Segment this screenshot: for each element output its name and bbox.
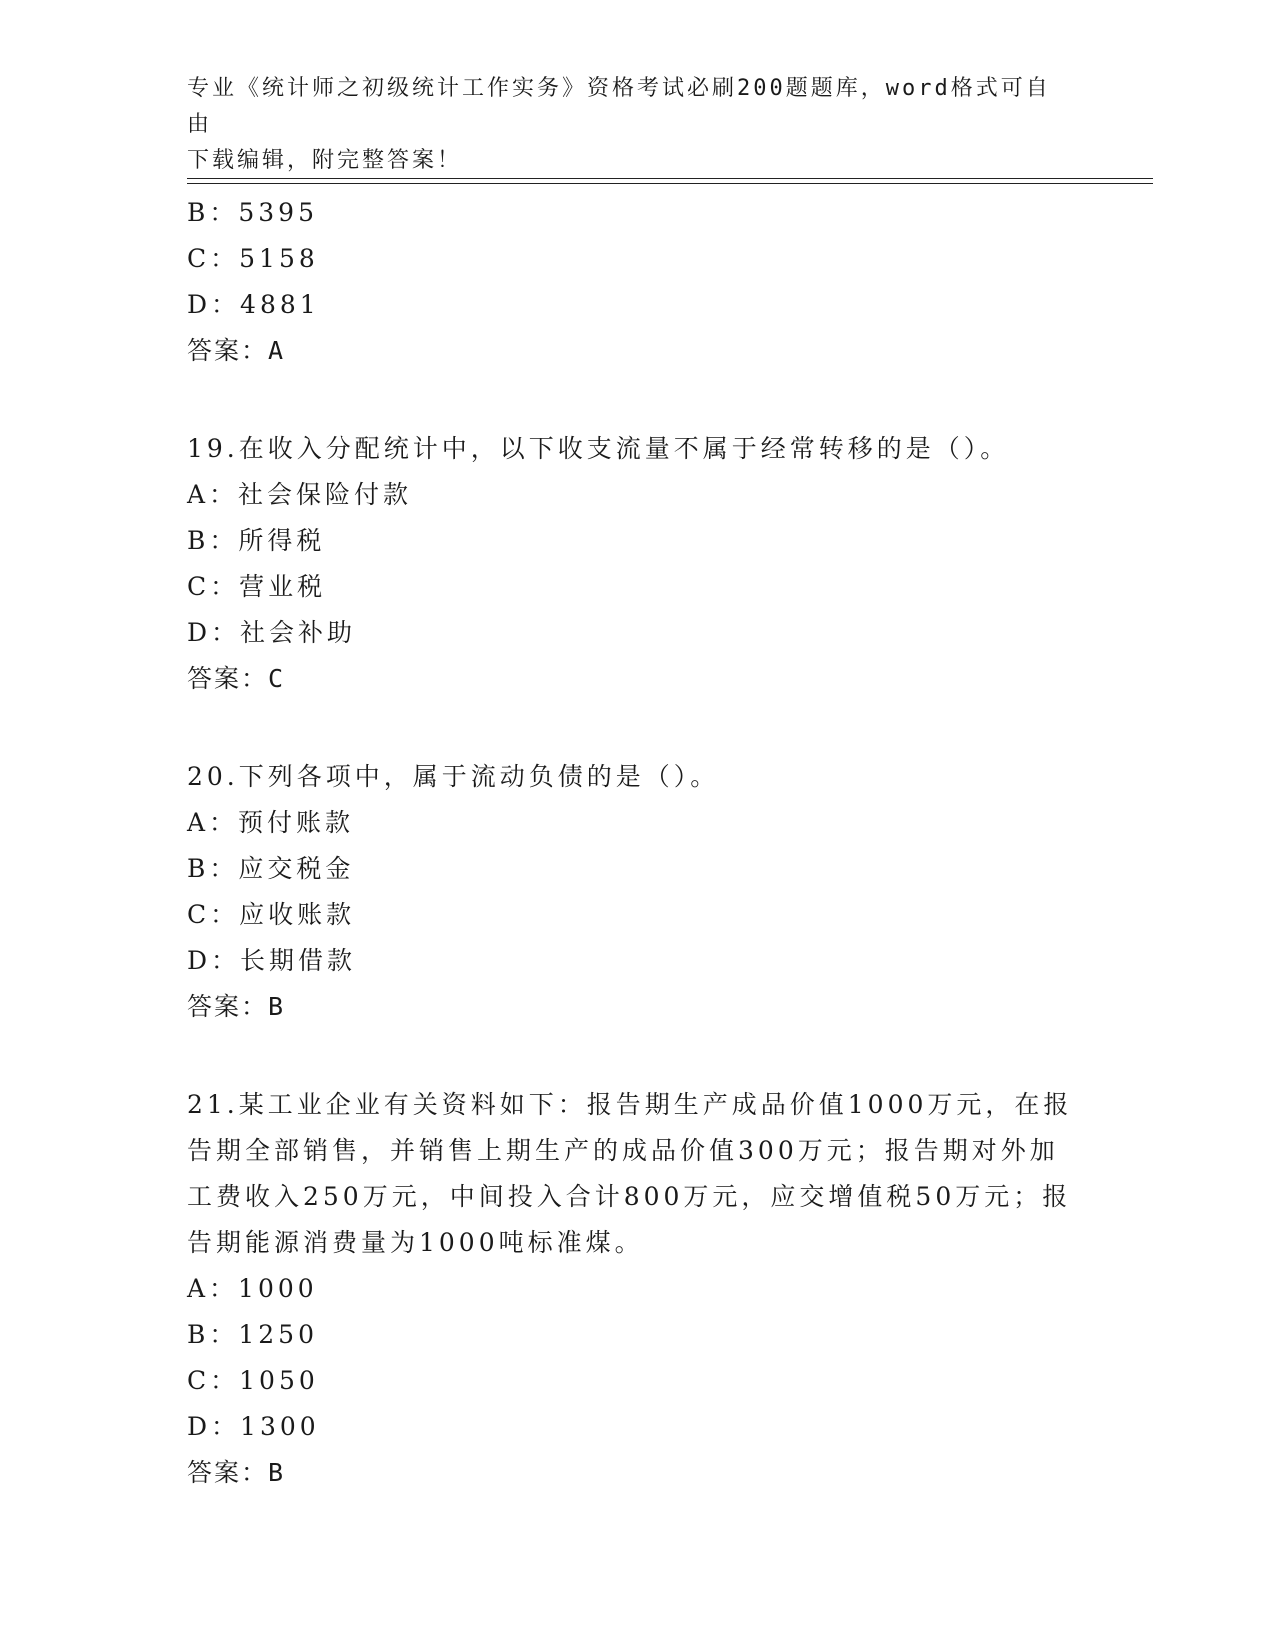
option-a: A：社会保险付款: [187, 480, 413, 509]
question-text: 20.下列各项中，属于流动负债的是（）。: [187, 762, 720, 791]
option-c: C：应收账款: [187, 900, 356, 929]
header-line-1: 专业《统计师之初级统计工作实务》资格考试必刷200题题库，word格式可自由: [187, 76, 1051, 137]
option-d: D：4881: [187, 290, 320, 319]
question-text: 21.某工业企业有关资料如下：报告期生产成品价值1000万元，在报告期全部销售，并销售上期生产的成品价值300万元；报告期对外加工费收入250万元，中间投入合计800万元，应交增值税50万元；报告期能源消费量为1000吨标准煤。: [187, 1090, 1073, 1257]
question-19: [187, 374, 1087, 702]
question-text: 19.在收入分配统计中，以下收支流量不属于经常转移的是（）。: [187, 434, 1010, 463]
question-21: [187, 1030, 1087, 1496]
header-rule-top: [187, 178, 1153, 179]
option-b: B：1250: [187, 1320, 318, 1349]
header-rule-bottom: [187, 183, 1153, 184]
question-20: [187, 702, 1087, 1030]
option-b: B：所得税: [187, 526, 326, 555]
answer-line: 答案：A: [187, 336, 286, 365]
option-d: D：社会补助: [187, 618, 357, 647]
answer-line: 答案：B: [187, 1458, 286, 1487]
option-c: C：1050: [187, 1366, 319, 1395]
option-b: B：5395: [187, 198, 318, 227]
option-c: C：营业税: [187, 572, 327, 601]
option-d: D：1300: [187, 1412, 320, 1441]
option-c: C：5158: [187, 244, 319, 273]
question-list: [187, 190, 1087, 1496]
answer-line: 答案：C: [187, 664, 286, 693]
option-a: A：1000: [187, 1274, 318, 1303]
question-18-continued: [187, 190, 1087, 374]
document-header: [187, 71, 1067, 179]
answer-line: 答案：B: [187, 992, 286, 1021]
header-line-2: 下载编辑，附完整答案！: [187, 148, 463, 173]
option-b: B：应交税金: [187, 854, 355, 883]
option-a: A：预付账款: [187, 808, 355, 837]
option-d: D：长期借款: [187, 946, 357, 975]
